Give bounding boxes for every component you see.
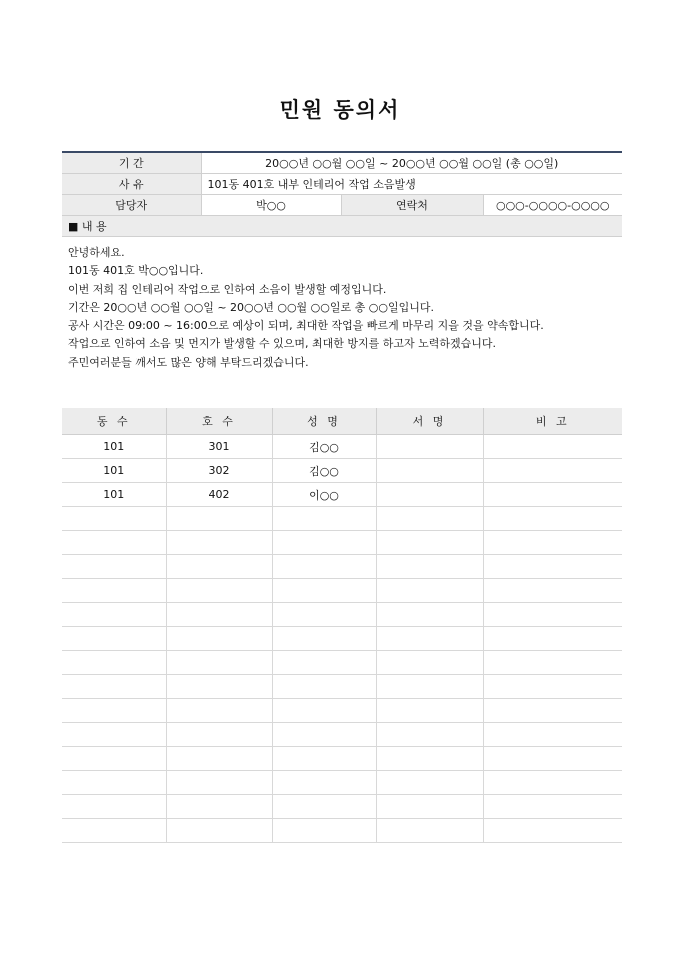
name-cell	[272, 675, 376, 699]
building-cell	[62, 723, 166, 747]
content-line: 이번 저희 집 인테리어 작업으로 인하여 소음이 발생할 예정입니다.	[68, 282, 387, 296]
table-row	[62, 507, 622, 531]
note-cell	[483, 531, 622, 555]
content-line: 101동 401호 박○○입니다.	[68, 264, 204, 278]
reason-value: 101동 401호 내부 인테리어 작업 소음발생	[201, 174, 622, 195]
building-cell	[62, 795, 166, 819]
building-cell: 101	[62, 483, 166, 507]
name-cell: 이○○	[272, 483, 376, 507]
name-cell	[272, 747, 376, 771]
name-cell	[272, 603, 376, 627]
note-cell	[483, 675, 622, 699]
unit-cell	[166, 579, 272, 603]
header-building: 동 수	[62, 408, 166, 435]
note-cell	[483, 747, 622, 771]
signature-cell	[376, 459, 483, 483]
contact-label: 연락처	[341, 195, 483, 216]
info-table	[62, 151, 622, 237]
building-cell	[62, 747, 166, 771]
note-cell	[483, 579, 622, 603]
unit-cell: 402	[166, 483, 272, 507]
building-cell	[62, 699, 166, 723]
period-label: 기 간	[62, 152, 201, 174]
note-cell	[483, 771, 622, 795]
name-cell	[272, 531, 376, 555]
table-row	[62, 651, 622, 675]
signature-cell	[376, 507, 483, 531]
header-note: 비 고	[483, 408, 622, 435]
table-row	[62, 603, 622, 627]
note-cell	[483, 627, 622, 651]
document-title: 민원 동의서	[279, 98, 401, 122]
signature-cell	[376, 531, 483, 555]
unit-cell	[166, 675, 272, 699]
signature-cell	[376, 723, 483, 747]
building-cell	[62, 675, 166, 699]
signature-cell	[376, 603, 483, 627]
table-row	[62, 795, 622, 819]
building-cell: 101	[62, 435, 166, 459]
building-cell	[62, 555, 166, 579]
signature-cell	[376, 435, 483, 459]
reason-label: 사 유	[62, 174, 201, 195]
content-line: 작업으로 인하여 소음 및 먼지가 발생할 수 있으며, 최대한 방지를 하고자 노력하겠습니다.	[68, 337, 496, 351]
table-row	[62, 531, 622, 555]
unit-cell	[166, 747, 272, 771]
note-cell	[483, 507, 622, 531]
building-cell	[62, 627, 166, 651]
building-cell	[62, 579, 166, 603]
building-cell	[62, 531, 166, 555]
table-row	[62, 723, 622, 747]
signature-cell	[376, 819, 483, 843]
name-cell	[272, 507, 376, 531]
manager-label: 담당자	[62, 195, 201, 216]
unit-cell: 302	[166, 459, 272, 483]
signature-cell	[376, 747, 483, 771]
unit-cell	[166, 531, 272, 555]
name-cell	[272, 651, 376, 675]
content-section-label: ■ 내 용	[62, 216, 622, 237]
building-cell	[62, 507, 166, 531]
name-cell	[272, 699, 376, 723]
table-row	[62, 435, 622, 459]
note-cell	[483, 819, 622, 843]
note-cell	[483, 723, 622, 747]
unit-cell	[166, 819, 272, 843]
signature-cell	[376, 651, 483, 675]
building-cell	[62, 771, 166, 795]
manager-value: 박○○	[201, 195, 341, 216]
reason-row	[62, 174, 622, 195]
signature-cell	[376, 555, 483, 579]
content-line: 주민여러분들 깨서도 많은 양해 부탁드리겠습니다.	[68, 355, 309, 369]
note-cell	[483, 603, 622, 627]
signature-cell	[376, 771, 483, 795]
unit-cell	[166, 603, 272, 627]
unit-cell	[166, 507, 272, 531]
note-cell	[483, 555, 622, 579]
building-cell	[62, 651, 166, 675]
table-row	[62, 579, 622, 603]
note-cell	[483, 435, 622, 459]
signature-cell	[376, 483, 483, 507]
content-body	[68, 244, 618, 372]
name-cell	[272, 819, 376, 843]
signature-cell	[376, 675, 483, 699]
header-unit: 호 수	[166, 408, 272, 435]
unit-cell	[166, 555, 272, 579]
note-cell	[483, 699, 622, 723]
building-cell: 101	[62, 459, 166, 483]
table-row	[62, 747, 622, 771]
name-cell	[272, 723, 376, 747]
table-row	[62, 699, 622, 723]
table-row	[62, 555, 622, 579]
name-cell	[272, 771, 376, 795]
manager-row	[62, 195, 622, 216]
content-line: 안녕하세요.	[68, 246, 125, 259]
note-cell	[483, 651, 622, 675]
content-line: 공사 시간은 09:00 ~ 16:00으로 예상이 되며, 최대한 작업을 빠르게 마무리 지을 것을 약속합니다.	[68, 319, 544, 333]
note-cell	[483, 795, 622, 819]
unit-cell: 301	[166, 435, 272, 459]
table-row	[62, 483, 622, 507]
name-cell	[272, 627, 376, 651]
unit-cell	[166, 771, 272, 795]
header-signature: 서 명	[376, 408, 483, 435]
signature-table	[62, 408, 622, 843]
table-row	[62, 771, 622, 795]
content-line: 기간은 20○○년 ○○월 ○○일 ~ 20○○년 ○○월 ○○일로 총 ○○일입니다.	[68, 300, 434, 314]
name-cell: 김○○	[272, 459, 376, 483]
unit-cell	[166, 651, 272, 675]
name-cell	[272, 555, 376, 579]
table-row	[62, 459, 622, 483]
table-row	[62, 627, 622, 651]
building-cell	[62, 819, 166, 843]
unit-cell	[166, 627, 272, 651]
signature-cell	[376, 699, 483, 723]
table-row	[62, 675, 622, 699]
signature-cell	[376, 627, 483, 651]
signature-cell	[376, 795, 483, 819]
header-name: 성 명	[272, 408, 376, 435]
unit-cell	[166, 795, 272, 819]
name-cell	[272, 795, 376, 819]
content-section-row	[62, 216, 622, 237]
note-cell	[483, 483, 622, 507]
signature-header-row	[62, 408, 622, 435]
name-cell: 김○○	[272, 435, 376, 459]
unit-cell	[166, 699, 272, 723]
unit-cell	[166, 723, 272, 747]
name-cell	[272, 579, 376, 603]
period-row	[62, 152, 622, 174]
building-cell	[62, 603, 166, 627]
period-value: 20○○년 ○○월 ○○일 ~ 20○○년 ○○월 ○○일 (총 ○○일)	[201, 152, 622, 174]
contact-value: ○○○-○○○○-○○○○	[483, 195, 622, 216]
note-cell	[483, 459, 622, 483]
signature-cell	[376, 579, 483, 603]
table-row	[62, 819, 622, 843]
